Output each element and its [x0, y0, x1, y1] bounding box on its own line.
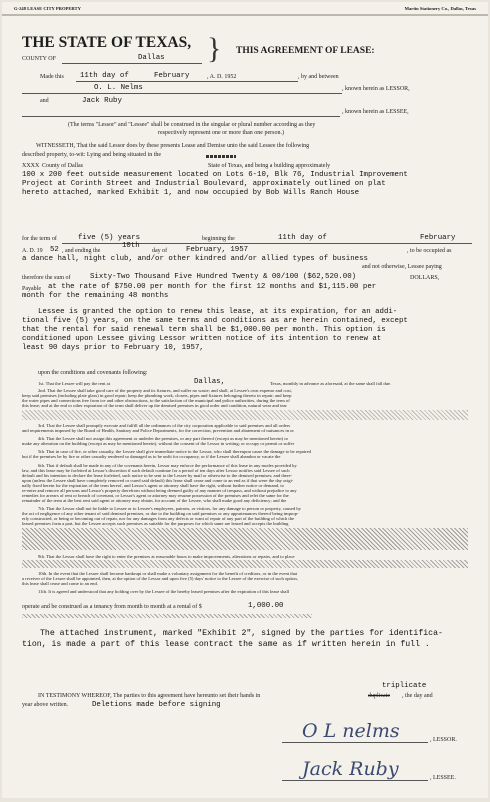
construe-line2: respectively represent one or more than one person.)	[158, 130, 284, 136]
use-description: a dance hall, night club, and/or other kindred and/or allied types of business	[22, 255, 368, 263]
covenant-1-city: Dallas,	[194, 378, 226, 386]
witnesseth-struck: XXXX	[22, 163, 40, 169]
covenant-6d: upon (unless the Lessee shall have completely removed or cured said default) this lease shall cease and come to an end as if that were the day origi-	[22, 478, 294, 483]
renewal-line1: Lessee is granted the option to renew this lease, at its expiration, for an addi-	[38, 308, 398, 316]
covenant-6f: re-enter and remove all persons and Lessor's property therefrom without being deemed guilty of any manner of trespass, and without prejudice to any	[22, 488, 297, 493]
renewal-line2: tional five (5) years, on the same terms and conditions as are herein contained, except	[22, 317, 408, 325]
payable-label: Payable	[22, 286, 41, 292]
construe-line1: (The terms "Lessor" and "Lessee" shall be construed in the singular or plural number according as they	[68, 122, 316, 128]
ending-label: , and ending the	[62, 248, 101, 254]
covenant-7b: the act of negligence of any other tenant of said demised premises, or due to the building on said premises or any appurtenances thereof being improp-	[22, 511, 299, 516]
sum-value: Sixty-Two Thousand Five Hundred Twenty & 00/100 ($62,520.00)	[90, 273, 357, 281]
testimony-line1: IN TESTIMONY WHEREOF, The parties to this agreement have hereunto set their hands in	[38, 693, 261, 699]
brace: }	[207, 32, 222, 65]
dollars-label: DOLLARS,	[410, 275, 440, 281]
covenant-7: 7th. That the Lessor shall not be liable to Lessee or to Lessee's employees, patrons, or visitors, for any damage to person or property, caused by	[38, 506, 301, 511]
begin-year: 52	[50, 246, 59, 254]
payment-line1: at the rate of $750.00 per month for the first 12 months and $1,115.00 per	[48, 283, 377, 291]
covenant-7d: leased premises form a part, but the Lessee accepts such premises as suitable for the purposes for which same are leased and accepts the building	[22, 521, 289, 526]
covenant-6c: default and his intention to declare the lease forfeited, such notice to be sent to the Lessee by mail or otherwise to the demised premises; and there-	[22, 473, 293, 478]
county-label: COUNTY OF	[22, 56, 56, 62]
testimony-line2: year above written.	[22, 702, 69, 708]
deletions-note: Deletions made before signing	[92, 701, 221, 709]
holdover-rent: 1,000.00	[248, 602, 284, 610]
beginning-label: beginning the	[202, 236, 235, 242]
triplicate-insert: triplicate	[382, 682, 427, 690]
lessee-label: , LESSEE.	[430, 775, 456, 781]
made-year: , A. D. 1952	[207, 74, 237, 80]
testimony-struck: duplicate	[368, 693, 390, 699]
county-value: Dallas	[138, 54, 165, 62]
renewal-line5: least 90 days prior to February 10, 1957,	[22, 344, 204, 352]
payment-line2: month for the remaining 48 months	[22, 292, 169, 300]
covenant-4: 4th. That the Lessee shall not assign this agreement or underlet the premises, or any part thereof (except as may be mentioned herein) or	[38, 436, 289, 441]
lease-document	[2, 2, 488, 798]
lessee-signature: Jack Ruby	[302, 758, 399, 780]
covenant-3: 3rd. That the Lessee shall promptly execute and fulfill all the ordinances of the city corporation applicable to said premises and all orders	[38, 423, 291, 428]
lessor-name: O. L. Nelms	[94, 84, 143, 92]
covenant-5b: but if the premises be by fire or other casualty rendered so damaged as to be unfit for occupancy, or if the Lessee shall abandon or vacate the	[22, 454, 281, 459]
testimony-line1-end: , the day and	[402, 693, 433, 699]
lessee-name: Jack Ruby	[82, 97, 122, 105]
covenant-7c: erly constructed, or being or becoming out of repair, nor for any damages from any defects or want of repair of any part of the building of which the	[22, 516, 295, 521]
covenant-6e: nally fixed herein for the expiration of the term hereof, and Lessor's agent or attorney shall have the right, without further notice or demand, to	[22, 483, 284, 488]
exhibit-line2: tion, is made a part of this lease contract the same as if written herein in full .	[22, 640, 430, 649]
covenant-6h: remainder of the term at the best rent said agent or attorney may obtain, for account of the Lessee, who shall make good any deficiency; and the	[22, 498, 287, 503]
sum-label: therefore the sum of	[22, 275, 71, 281]
agreement-title: THIS AGREEMENT OF LEASE:	[236, 46, 375, 56]
renewal-line3: that the rental for said renewal term shall be $1,000.00 per month. This option is	[22, 326, 386, 334]
exhibit-line1: The attached instrument, marked "Exhibit 2", signed by the parties for identifica-	[40, 629, 443, 638]
by-between: , by and between	[298, 74, 339, 80]
covenant-10: 10th. In the event that the Lessee shall become bankrupt or shall make a voluntary assignment for the benefit of creditors, or in the event that	[38, 571, 298, 576]
end-day-of: day of	[152, 248, 168, 254]
term-years: five (5) years	[78, 234, 141, 242]
covenant-11b: operate and be construed as a tenancy from month to month at a rental of $	[22, 604, 202, 610]
covenant-2b: keep said premises (including plate glass) in good repair; keep the plumbing work, closets, pipes and fixtures belonging thereto in repair; and keep	[22, 393, 292, 398]
made-this-label: Made this	[40, 74, 64, 80]
witnesseth-state: State of Texas, and being a building approximately	[208, 163, 331, 169]
witnesseth-line2: described property, to-wit: Lying and being situated in the	[22, 152, 162, 158]
lessee-suffix: , known herein as LESSEE,	[342, 109, 409, 115]
covenant-3b: and requirements imposed by the Board of Health, Sanitary and Police Departments, for the correction, prevention and abatement of nuisances in or	[22, 428, 294, 433]
begin-ad: A. D. 19	[22, 248, 43, 254]
made-month: February	[154, 72, 190, 80]
covenant-11: 11th. It is agreed and understood that any holding over by the Lessee of the hereby leased premises after the expiration of this lease shall	[38, 589, 290, 594]
not-otherwise: and not otherwise, Lessee paying	[362, 264, 442, 270]
renewal-line4: conditioned upon Lessee giving Lessor written notice of its intention to renew at	[22, 335, 382, 343]
covenant-1b: Texas, monthly in advance as aforesaid, at the same shall fall due.	[270, 381, 392, 386]
end-day: 10th	[122, 242, 140, 250]
made-day: 11th day of	[80, 72, 129, 80]
publisher: Martin Stationery Co., Dallas, Texas	[404, 6, 476, 11]
covenant-10c: this lease shall cease and come to an end.	[22, 581, 98, 586]
covenant-10b: a receiver of the Lessee shall be appointed, then, at the option of the Lessor and upon five (5) days' notice to the Lessee of the exercise of such option,	[22, 576, 298, 581]
lessor-label: , LESSOR.	[430, 737, 457, 743]
covenant-6b: law, and this lease may be forfeited at Lessor's discretion if such default continue for a period of ten days after Lessor notifies said Lessee of such	[22, 468, 290, 473]
covenant-4b: make any alteration on the building (except as may be mentioned herein), without the consent of the Lessor in writing; or occupy or permit or suffer	[22, 441, 295, 446]
covenant-5: 5th. That in case of fire, or other casualty, the Lessee shall give immediate notice to the Lessor, who shall thereupon cause the damage to be repaired	[38, 449, 311, 454]
covenant-2d: this lease; and at the end or other expiration of the term shall deliver up the demised premises in good order and condition, natural wear and tear	[22, 403, 287, 408]
occupied-label: , to be occupied as	[407, 248, 452, 254]
struck-covenant-8	[22, 528, 468, 550]
witnesseth-county: County of Dallas	[42, 163, 83, 169]
begin-month: February	[420, 234, 456, 242]
form-number: G-248 LEASE CITY PROPERTY	[14, 6, 81, 11]
and-label: and	[40, 98, 49, 104]
property-desc-1: 100 x 200 feet outside measurement located on Lots 6-10, Blk 76, Industrial Improvement	[22, 171, 408, 179]
covenant-9: 9th. That the Lessor shall have the right to enter the premises at reasonable hours to make improvements, alterations or repairs, and to place	[38, 554, 295, 559]
state-title: THE STATE OF TEXAS,	[22, 34, 192, 51]
covenants-intro: upon the conditions and covenants following:	[38, 370, 148, 376]
covenant-6g: remedies for arrears of rent or breach of covenant, or Lessor's agent or attorney may resume possession of the premises and relet the same for the	[22, 493, 289, 498]
lessor-signature: O L nelms	[302, 720, 400, 742]
covenant-6: 6th. That if default shall be made in any of the covenants herein, Lessor may enforce the performance of this lease in any modes provided by	[38, 463, 297, 468]
covenant-2: 2nd. That the Lessee shall take good care of the property and its fixtures, and suffer no waste; and shall, at Lessee's own expense and cost,	[38, 388, 292, 393]
term-label: for the term of	[22, 236, 57, 242]
property-desc-3: hereto attached, marked Exhibit 1, and now occupied by Bob Wills Ranch House	[22, 189, 360, 197]
witnesseth-line1: WITNESSETH, That the said Lessor does by these presents Lease and Demise unto the said Lessee the following	[36, 143, 310, 149]
property-desc-2: Project at Corinth Street and Industrial Boulevard, approximately outlined on plat	[22, 180, 386, 188]
lessor-suffix: , known herein as LESSOR,	[342, 86, 410, 92]
begin-day: 11th day of	[278, 234, 327, 242]
covenant-2c: the water pipes and connections free from ice and other obstructions, to the satisfaction of the municipal and police authorities, during the term of	[22, 398, 290, 403]
covenant-1a: 1st. That the Lessee will pay the rent at	[38, 381, 110, 386]
end-date: February, 1957	[186, 246, 249, 254]
